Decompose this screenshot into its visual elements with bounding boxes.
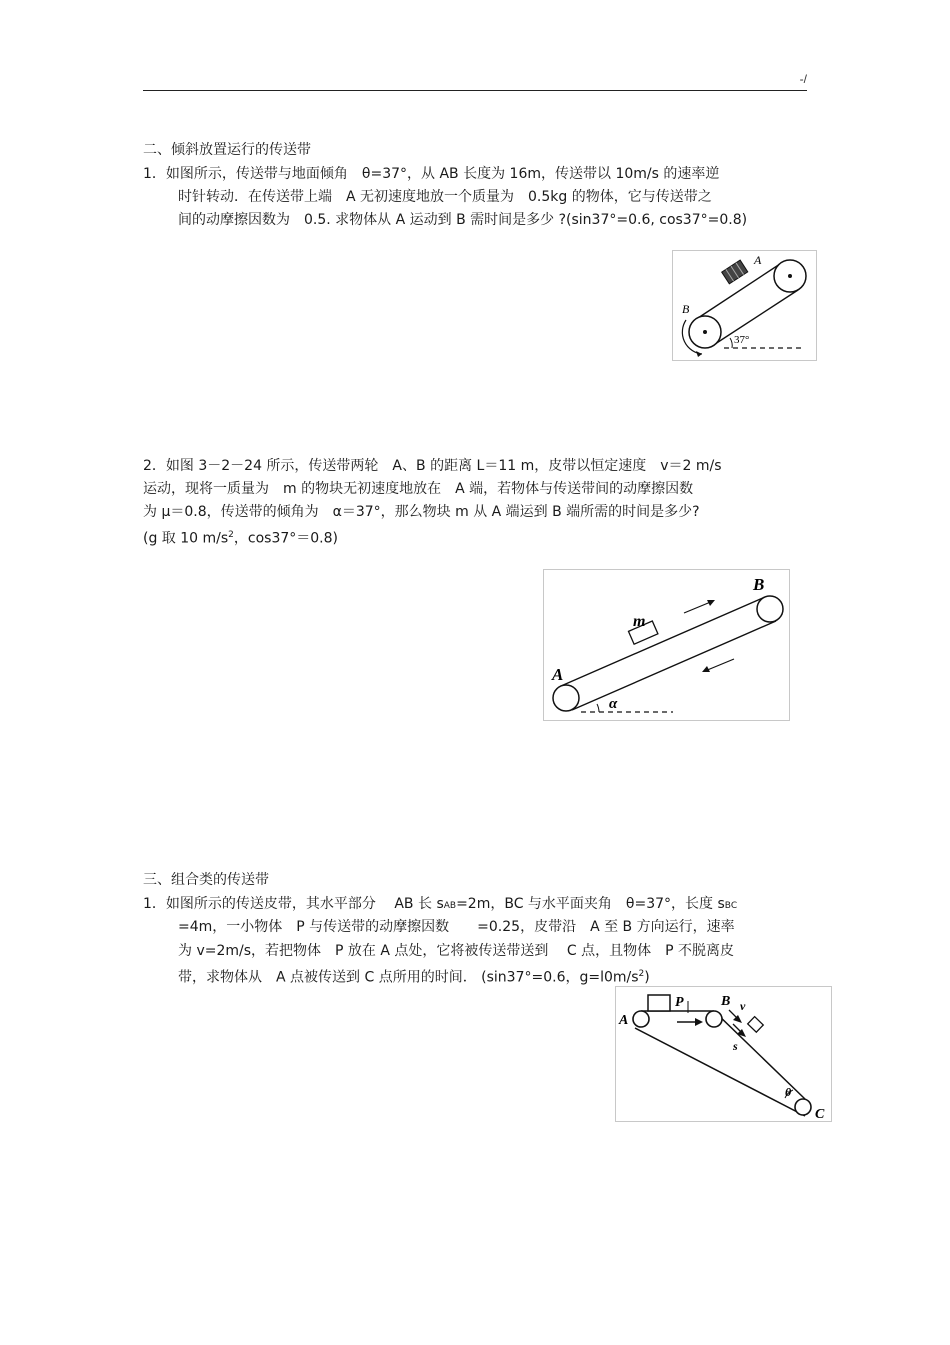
fig2-label-m: m — [633, 613, 646, 630]
problem-2-2-line2: 运动，现将一质量为 m 的物块无初速度地放在 A 端，若物体与传送带间的动摩擦因数 — [143, 481, 694, 497]
problem-2-1-line2: 时针转动．在传送带上端 A 无初速度地放一个质量为 0.5kg 的物体，它与传送带之 — [178, 189, 712, 205]
fig1-label-b: B — [682, 302, 690, 316]
problem-2-2-line4-pre: (g 取 10 m/s — [143, 530, 229, 547]
figure-combined-belt — [615, 986, 832, 1122]
figure-inclined-belt-1 — [672, 250, 817, 361]
fig3-angle: θ — [785, 1085, 792, 1099]
fig2-label-b: B — [753, 575, 765, 594]
fig3-label-v: v — [740, 999, 746, 1013]
fig3-label-a: A — [619, 1013, 629, 1028]
fig3-label-p: P — [675, 995, 684, 1010]
fig3-label-c: C — [815, 1107, 825, 1122]
page-mark: -/ — [799, 72, 807, 86]
problem-2-2-line4-post: ，cos37°＝0.8) — [233, 530, 339, 547]
problem-3-1-line1-mid: =2m，BC 与水平面夹角 θ=37°，长度 s — [456, 896, 725, 912]
problem-2-2-line4 — [143, 524, 338, 551]
problem-2-2-line3: 为 μ＝0.8，传送带的倾角为 α＝37°，那么物块 m 从 A 端运到 B 端所需的时间是多少? — [143, 504, 700, 520]
problem-3-1-sub-ab: AB — [443, 901, 457, 911]
problem-3-1-line4-post: ) — [644, 969, 650, 986]
problem-3-1-line3: 为 v=2m/s，若把物体 P 放在 A 点处，它将被传送带送到 C 点，且物体 P 不脱离皮 — [178, 943, 734, 959]
fig3-label-b: B — [721, 994, 731, 1009]
figure-inclined-belt-2 — [543, 569, 790, 721]
problem-3-1-line4-sup: 2 — [638, 969, 645, 979]
problem-3-1-line2: =4m，一小物体 P 与传送带的动摩擦因数 =0.25，皮带沿 A 至 B 方向运行，速率 — [178, 919, 735, 935]
problem-3-1-line4 — [178, 963, 650, 990]
problem-2-2-line4-sup: 2 — [228, 530, 234, 540]
fig1-label-a: A — [754, 253, 762, 267]
problem-3-1-line1-pre: 1．如图所示的传送皮带，其水平部分 AB 长 s — [143, 896, 444, 912]
fig3-label-s: s — [733, 1039, 738, 1053]
problem-2-2-line1: 2．如图 3－2－24 所示，传送带两轮 A、B 的距离 L＝11 m，皮带以恒定速度 v＝2 m/s — [143, 458, 722, 474]
problem-3-1-line4-pre: 带，求物体从 A 点被传送到 C 点所用的时间． (sin37°=0.6，g=l0m/s — [178, 969, 639, 986]
problem-3-1-line1 — [143, 893, 737, 918]
problem-2-1-line3: 间的动摩擦因数为 0.5. 求物体从 A 运动到 B 需时间是多少 ?(sin37°=0.6, cos37°=0.8) — [178, 212, 748, 228]
fig1-angle: 37° — [734, 334, 750, 346]
problem-3-1-sub-bc: BC — [724, 901, 738, 911]
section-heading-combined: 三、组合类的传送带 — [143, 872, 269, 888]
header-rule — [143, 90, 807, 91]
section-heading-inclined: 二、倾斜放置运行的传送带 — [143, 142, 311, 158]
problem-2-1-line1: 1．如图所示，传送带与地面倾角 θ=37°，从 AB 长度为 16m，传送带以 10m/s 的速率逆 — [143, 166, 720, 182]
fig2-label-a: A — [552, 665, 564, 684]
fig2-angle: α — [609, 696, 618, 712]
